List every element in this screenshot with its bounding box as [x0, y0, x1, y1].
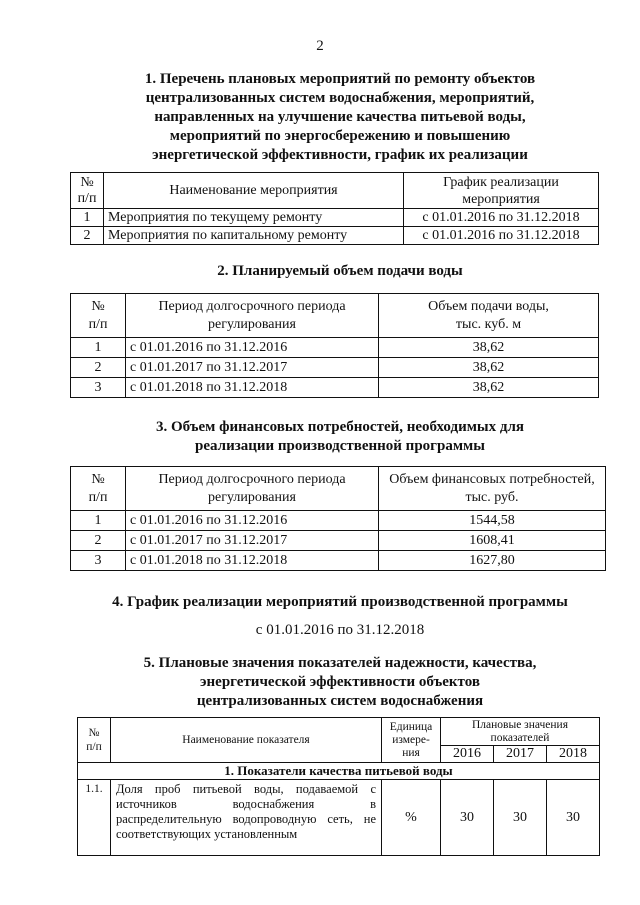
col-schedule-header: График реализации мероприятия	[404, 173, 599, 209]
group-header: 1. Показатели качества питьевой воды	[78, 763, 600, 780]
table-row: 3 с 01.01.2018 по 31.12.2018 1627,80	[71, 551, 606, 571]
measures-table	[70, 172, 599, 245]
col-period-header: Период долгосрочного периода регулирования	[126, 294, 379, 338]
section4-period: с 01.01.2016 по 31.12.2018	[255, 622, 425, 638]
col-num-header: № п/п	[71, 467, 126, 511]
section4-title: 4. График реализации мероприятий производственной программы	[112, 594, 568, 610]
col-plan-header: Плановые значения показателей	[441, 718, 600, 746]
finance-table	[70, 466, 606, 571]
table-row: 1 с 01.01.2016 по 31.12.2016 38,62	[71, 338, 599, 358]
col-num-header: № п/п	[78, 718, 111, 763]
section2-title: 2. Планируемый объем подачи воды	[217, 263, 463, 279]
section1-title: 1. Перечень плановых мероприятий по ремонту объектов централизованных систем водоснабжения, мероприятий, направленных на улучшение качества питьевой воды, мероприятий по энергосбережению и повышению энергетической эффективности, график их реализации	[144, 71, 536, 163]
col-year-2016: 2016	[441, 746, 494, 763]
table-row: 1 Мероприятия по текущему ремонту с 01.01.2016 по 31.12.2018	[71, 209, 599, 227]
section5-title: 5. Плановые значения показателей надежности, качества, энергетической эффективности объектов централизованных систем водоснабжения	[143, 655, 537, 709]
page-number: 2	[316, 38, 324, 54]
table-row: 3 с 01.01.2018 по 31.12.2018 38,62	[71, 378, 599, 398]
col-name-header: Наименование показателя	[111, 718, 382, 763]
table-row: 2 с 01.01.2017 по 31.12.2017 38,62	[71, 358, 599, 378]
col-name-header: Наименование мероприятия	[104, 173, 404, 209]
col-num-header: № п/п	[71, 294, 126, 338]
indicators-table	[77, 717, 600, 856]
col-year-2018: 2018	[547, 746, 600, 763]
table-row: 2 с 01.01.2017 по 31.12.2017 1608,41	[71, 531, 606, 551]
table-row: 1 с 01.01.2016 по 31.12.2016 1544,58	[71, 511, 606, 531]
table-row: 2 Мероприятия по капитальному ремонту с 01.01.2016 по 31.12.2018	[71, 227, 599, 245]
col-volume-header: Объем подачи воды, тыс. куб. м	[379, 294, 599, 338]
col-period-header: Период долгосрочного периода регулирования	[126, 467, 379, 511]
col-num-header: № п/п	[71, 173, 104, 209]
col-year-2017: 2017	[494, 746, 547, 763]
table-row: 1.1. Доля проб питьевой воды, подаваемой с источников водоснабжения в распределительную водопроводную сеть, не соответствующих установленным % 30 30 30	[78, 780, 600, 856]
section3-title: 3. Объем финансовых потребностей, необходимых для реализации производственной программы	[155, 419, 525, 454]
col-unit-header: Единица измере- ния	[382, 718, 441, 763]
col-finance-header: Объем финансовых потребностей, тыс. руб.	[379, 467, 606, 511]
water-volume-table	[70, 293, 599, 398]
